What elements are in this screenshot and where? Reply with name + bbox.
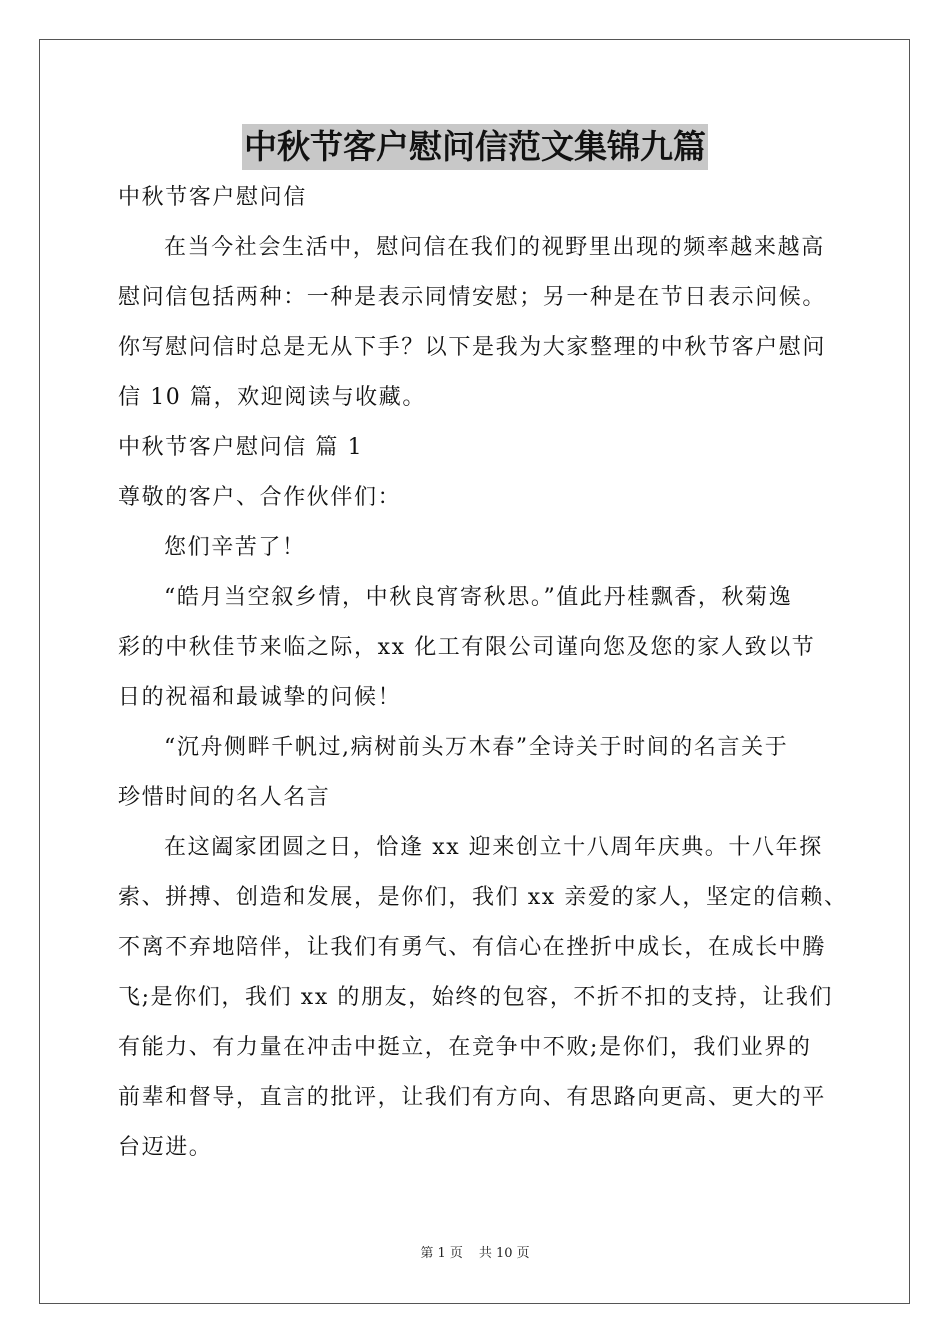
title-container <box>0 124 950 170</box>
body-line: “皓月当空叙乡情，中秋良宵寄秋思。”值此丹桂飘香，秋菊逸 <box>164 585 793 610</box>
body-line: 中秋节客户慰问信 <box>118 185 307 210</box>
body-line: 前辈和督导，直言的批评，让我们有方向、有思路向更高、更大的平 <box>118 1085 827 1110</box>
body-line: 日的祝福和最诚挚的问候！ <box>118 685 402 710</box>
page-number: 第 1 页 <box>420 1246 463 1261</box>
body-line: 您们辛苦了！ <box>164 535 306 560</box>
body-line: 不离不弃地陪伴，让我们有勇气、有信心在挫折中成长，在成长中腾 <box>118 935 827 960</box>
document-body <box>118 173 848 1173</box>
page-footer <box>0 1244 950 1264</box>
body-line: 你写慰问信时总是无从下手？以下是我为大家整理的中秋节客户慰问 <box>118 335 827 360</box>
body-line: 珍惜时间的名人名言 <box>118 785 331 810</box>
body-line: 索、拼搏、创造和发展，是你们，我们 xx 亲爱的家人，坚定的信赖、 <box>118 885 848 910</box>
body-line: 信 10 篇，欢迎阅读与收藏。 <box>118 385 426 410</box>
body-line: “沉舟侧畔千帆过,病树前头万木春”全诗关于时间的名言关于 <box>164 735 789 760</box>
body-line: 在当今社会生活中，慰问信在我们的视野里出现的频率越来越高 <box>164 235 825 260</box>
body-line: 慰问信包括两种：一种是表示同情安慰；另一种是在节日表示问候。 <box>118 285 827 310</box>
body-line: 飞;是你们，我们 xx 的朋友，始终的包容，不折不扣的支持，让我们 <box>118 985 834 1010</box>
body-line: 有能力、有力量在冲击中挺立，在竞争中不败;是你们，我们业界的 <box>118 1035 812 1060</box>
page-total: 共 10 页 <box>478 1246 530 1261</box>
body-line: 在这阖家团圆之日，恰逢 xx 迎来创立十八周年庆典。十八年探 <box>164 835 823 860</box>
body-line: 台迈进。 <box>118 1135 213 1160</box>
body-line: 彩的中秋佳节来临之际，xx 化工有限公司谨向您及您的家人致以节 <box>118 635 816 660</box>
document-title: 中秋节客户慰问信范文集锦九篇 <box>242 124 708 170</box>
section-heading: 中秋节客户慰问信 篇 1 <box>118 435 364 460</box>
salutation: 尊敬的客户、合作伙伴们： <box>118 485 402 510</box>
